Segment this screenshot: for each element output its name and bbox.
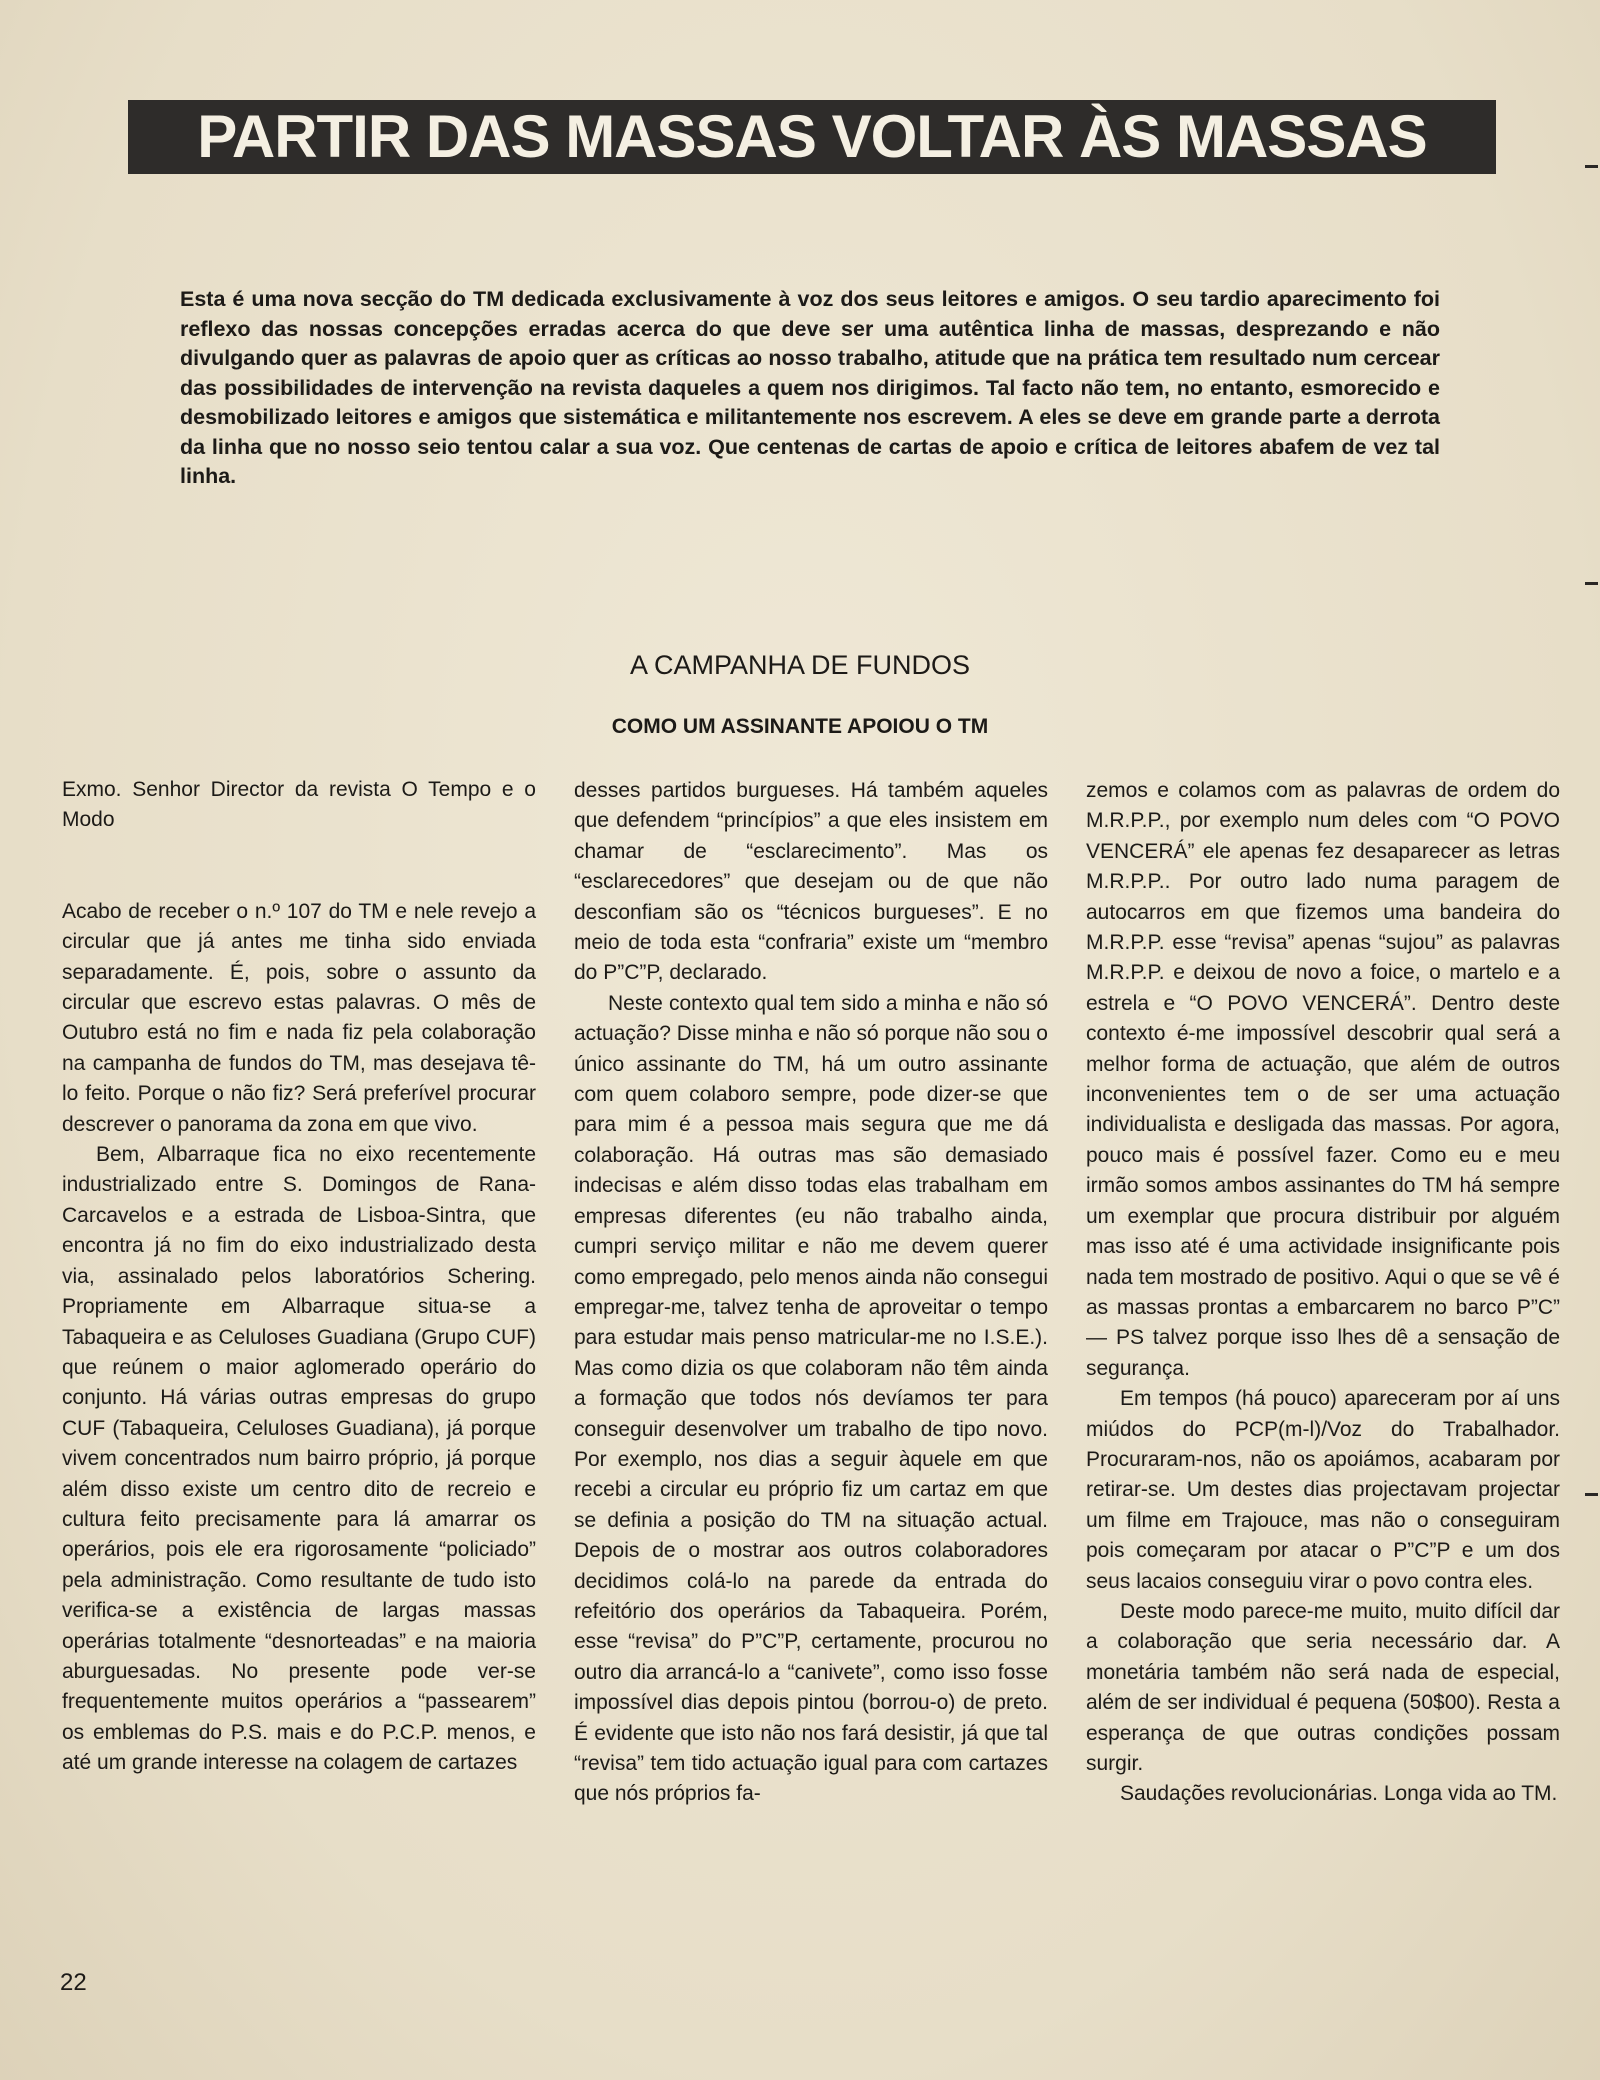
article-paragraph: desses partidos burgueses. Há também aqueles que defendem “princípios” a que eles insistem em chamar de “esclarecimento”. Mas os “esclarecedores” que desejam ou de que não desconfiam são os “técnicos burgueses”. E no meio de toda esta “confraria” existe um “membro do P”C”P, declarado. — [574, 779, 1048, 985]
article-paragraph: Neste contexto qual tem sido a minha e não só actuação? Disse minha e não só porque não sou o único assinante do TM, há um outro assinante com quem colaboro sempre, pode dizer-se que para mim é a pessoa mais segura que me dá colaboração. Há outras mas são demasiado indecisas e além disso todas elas trabalham em empresas diferentes (eu não trabalho ainda, cumpri serviço militar e não me devem querer como empregado, pelo menos ainda não consegui empregar-me, talvez tenha de aproveitar o tempo para estudar mais penso matricular-me no I.S.E.). Mas como dizia os que colaboram não têm ainda a formação que todos nós devíamos ter para conseguir desenvolver um trabalho de tipo novo. Por exemplo, nos dias a seguir àquele em que recebi a circular eu próprio fiz um cartaz em que se definia a posição do TM na situação actual. Depois de o mostrar aos outros colaboradores decidimos colá-lo na parede da entrada do refeitório dos operários da Tabaqueira. Porém, esse “revisa” do P”C”P, certamente, procurou no outro dia arrancá-lo a “canivete”, como isso fosse impossível dias depois pintou (borrou-o) de preto. É evidente que isto não nos fará desistir, já que tal “revisa” tem tido actuação igual para com cartazes que nós próprios fa- — [574, 991, 1048, 1806]
article-paragraph: Acabo de receber o n.º 107 do TM e nele revejo a circular que já antes me tinha sido enviada separadamente. É, pois, sobre o assunto da circular que escrevo estas palavras. O mês de Outubro está no fim e nada fiz pela colaboração na campanha de fundos do TM, mas desejava tê-lo feito. Porque o não fiz? Será preferível procurar descrever o panorama da zona em que vivo. — [62, 899, 536, 1136]
section-banner — [128, 100, 1496, 174]
letter-closing: Saudações revolucionárias. Longa vida ao TM. — [1120, 1782, 1558, 1806]
letter-salutation: Exmo. Senhor Director da revista O Tempo e o Modo — [62, 778, 536, 832]
page-number: 22 — [60, 1969, 87, 1996]
article-column-2 — [574, 776, 1048, 1810]
article-paragraph: Deste modo parece-me muito, muito difícil dar a colaboração que seria necessário dar. A monetária também não será nada de especial, além de ser individual é pequena (50$00). Resta a esperança de que outras condições possam surgir. — [1086, 1599, 1560, 1775]
margin-mark — [1585, 165, 1598, 168]
article-title: A CAMPANHA DE FUNDOS — [629, 650, 971, 680]
margin-mark — [1585, 1493, 1598, 1496]
article-column-3 — [1086, 776, 1560, 1810]
article-paragraph: zemos e colamos com as palavras de ordem do M.R.P.P., por exemplo num deles com “O POVO VENCERÁ” ele apenas fez desaparecer as letras M.R.P.P.. Por outro lado numa paragem de autocarros em que fizemos uma bandeira do M.R.P.P. esse “revisa” apenas “sujou” as palavras M.R.P.P. e deixou de novo a foice, o martelo e a estrela e “O POVO VENCERÁ”. Dentro deste contexto é-me impossível descobrir qual será a melhor forma de actuação, que além de outros inconvenientes tem o de ser uma actuação individualista e desligada das massas. Por agora, pouco mais é possível fazer. Como eu e meu irmão somos ambos assinantes do TM há sempre um exemplar que procura distribuir por alguém mas isso até é uma actividade insignificante pois nada tem mostrado de positivo. Aqui o que se vê é as massas prontas a embarcarem no barco P”C” — PS talvez porque isso lhes dê a sensação de segurança. — [1086, 779, 1560, 1380]
article-paragraph: Bem, Albarraque fica no eixo recentemente industrializado entre S. Domingos de Rana-Carcavelos e a estrada de Lisboa-Sintra, que encontra já no fim do eixo industrializado desta via, assinalado pelos laboratórios Schering. Propriamente em Albarraque situa-se a Tabaqueira e as Celuloses Guadiana (Grupo CUF) que reúnem o maior aglomerado operário do conjunto. Há várias outras empresas do grupo CUF (Tabaqueira, Celuloses Guadiana), já porque vivem concentrados num bairro próprio, já porque além disso existe um centro dito de recreio e cultura feito precisamente para lá amarrar os operários, pois ele era rigorosamente “policiado” pela administração. Como resultante de tudo isto verifica-se a existência de largas massas operárias totalmente “desnorteadas” e na maioria aburguesadas. No presente pode ver-se frequentemente muitos operários a “passearem” os emblemas do P.S. mais e do P.C.P. menos, e até um grande interesse na colagem de cartazes — [62, 1143, 536, 1775]
paragraph-gap — [62, 836, 536, 897]
section-title: PARTIR DAS MASSAS VOLTAR ÀS MASSAS — [197, 103, 1427, 170]
margin-mark — [1585, 582, 1598, 585]
article-paragraph: Em tempos (há pouco) apareceram por aí uns miúdos do PCP(m-l)/Voz do Trabalhador. Procuraram-nos, não os apoiámos, acabaram por retirar-se. Um destes dias projectavam projectar um filme em Trajouce, mas não o conseguiram pois começaram por atacar o P”C”P e um dos seus lacaios conseguiu virar o povo contra eles. — [1086, 1387, 1560, 1593]
article-subtitle: COMO UM ASSINANTE APOIOU O TM — [611, 715, 989, 738]
article-column-1 — [62, 775, 536, 1779]
editorial-intro: Esta é uma nova secção do TM dedicada exclusivamente à voz dos seus leitores e amigos. O seu tardio aparecimento foi reflexo das nossas concepções erradas acerca do que deve ser uma autêntica linha de massas, desprezando e não divulgando quer as palavras de apoio quer as críticas ao nosso trabalho, atitude que na prática tem resultado num cercear das possibilidades de intervenção na revista daqueles a quem nos dirigimos. Tal facto não tem, no entanto, esmorecido e desmobilizado leitores e amigos que sistemática e militantemente nos escrevem. A eles se deve em grande parte a derrota da linha que no nosso seio tentou calar a sua voz. Que centenas de cartas de apoio e crítica de leitores abafem de vez tal linha. — [180, 287, 1440, 488]
